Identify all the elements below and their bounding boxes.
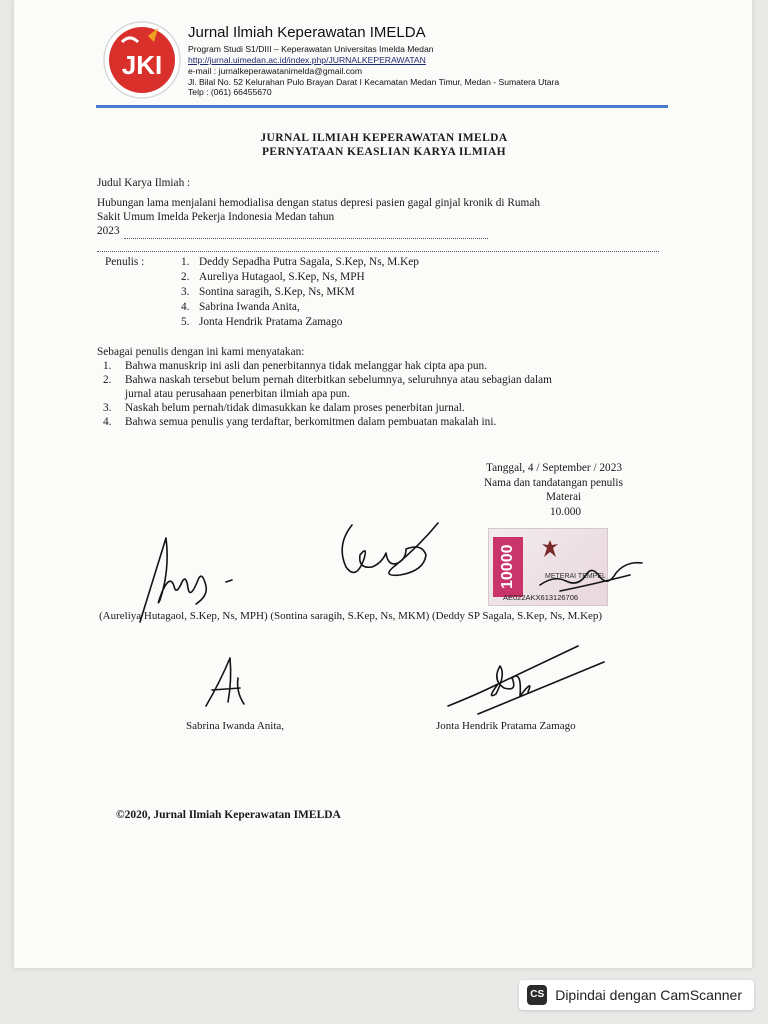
camscanner-icon: CS xyxy=(527,985,547,1005)
judul-line-1: Hubungan lama menjalani hemodialisa dengan status depresi pasien gagal ginjal kronik di Rumah xyxy=(97,197,540,209)
statement-text: Bahwa manuskrip ini asli dan penerbitannya tidak melanggar hak cipta apa pun. xyxy=(125,360,488,372)
email-line: e-mail : jurnalkeperawatanimelda@gmail.com xyxy=(188,66,362,76)
signatory-jonta: Jonta Hendrik Pratama Zamago xyxy=(436,720,576,732)
statement-number: 2. xyxy=(103,374,112,386)
judul-line-2: Sakit Umum Imelda Pekerja Indonesia Medan tahun xyxy=(97,211,335,223)
address-line: Jl. Bilal No. 52 Kelurahan Pulo Brayan Darat I Kecamatan Medan Timur, Medan - Sumatera Utara xyxy=(188,77,560,87)
author-number: 3. xyxy=(181,286,190,298)
stamp-value: 10000 xyxy=(493,537,523,597)
author-name: Deddy Sepadha Putra Sagala, S.Kep, Ns, M.Kep xyxy=(199,256,419,268)
statement-text: Bahwa naskah tersebut belum pernah diterbitkan sebelumnya, seluruhnya atau sebagian dalam xyxy=(125,374,552,386)
statement-number: 3. xyxy=(103,402,112,414)
sign-line: Nama dan tandatangan penulis xyxy=(484,477,623,489)
author-number: 4. xyxy=(181,301,190,313)
journal-name: Jurnal Ilmiah Keperawatan IMELDA xyxy=(188,24,426,41)
author-name: Sabrina Iwanda Anita, xyxy=(199,301,300,313)
statement-text: jurnal atau perusahaan penerbitan ilmiah apa pun. xyxy=(125,388,350,400)
statement-text: Bahwa semua penulis yang terdaftar, berkomitmen dalam pembuatan makalah ini. xyxy=(125,416,497,428)
judul-label: Judul Karya Ilmiah : xyxy=(97,177,191,189)
signatories-row-1: (Aureliya Hutagaol, S.Kep, Ns, MPH) (Sontina saragih, S.Kep, Ns, MKM) (Deddy SP Sagala, S.Kep, Ns, M.Kep) xyxy=(99,610,603,622)
stamp-code: AE022AKX613126706 xyxy=(503,593,579,602)
author-name: Sontina saragih, S.Kep, Ns, MKM xyxy=(199,286,355,298)
dotted-line-1 xyxy=(124,238,488,239)
stamp-word: METERAI TEMPEL xyxy=(545,573,606,580)
date-line: Tanggal, 4 / September / 2023 xyxy=(486,462,622,474)
journal-logo xyxy=(100,20,184,100)
author-number: 5. xyxy=(181,316,190,328)
signature-sabrina xyxy=(198,652,258,712)
statement-text: Naskah belum pernah/tidak dimasukkan ke dalam proses penerbitan jurnal. xyxy=(125,402,465,414)
author-number: 1. xyxy=(181,256,190,268)
dotted-line-2 xyxy=(97,251,659,252)
statement-intro: Sebagai penulis dengan ini kami menyatakan: xyxy=(97,346,305,358)
svg-text:JKI: JKI xyxy=(121,50,163,80)
signature-sontina xyxy=(330,515,442,595)
materai-value: 10.000 xyxy=(550,506,582,518)
title-line-2: PERNYATAAN KEASLIAN KARYA ILMIAH xyxy=(261,146,507,158)
phone-line: Telp : (061) 66455670 xyxy=(188,87,272,97)
author-name: Jonta Hendrik Pratama Zamago xyxy=(199,316,343,328)
header-rule xyxy=(96,105,668,108)
statement-number: 4. xyxy=(103,416,112,428)
penulis-label: Penulis : xyxy=(105,256,145,268)
signature-deddy xyxy=(530,545,646,603)
program-line: Program Studi S1/DIII – Keperawatan Universitas Imelda Medan xyxy=(188,44,434,54)
judul-line-3: 2023 xyxy=(97,225,120,237)
website-link[interactable]: http://jurnal.uimedan.ac.id/index.php/JURNALKEPERAWATAN xyxy=(188,55,426,65)
camscanner-badge xyxy=(519,980,754,1010)
statement-number: 1. xyxy=(103,360,112,372)
author-name: Aureliya Hutagaol, S.Kep, Ns, MPH xyxy=(199,271,365,283)
author-number: 2. xyxy=(181,271,190,283)
copyright-line: ©2020, Jurnal Ilmiah Keperawatan IMELDA xyxy=(116,809,341,821)
materai-label: Materai xyxy=(546,491,582,503)
signature-jonta xyxy=(438,644,608,724)
signatory-sabrina: Sabrina Iwanda Anita, xyxy=(186,720,285,732)
camscanner-text: Dipindai dengan CamScanner xyxy=(555,987,742,1003)
title-line-1: JURNAL ILMIAH KEPERAWATAN IMELDA xyxy=(260,132,508,144)
